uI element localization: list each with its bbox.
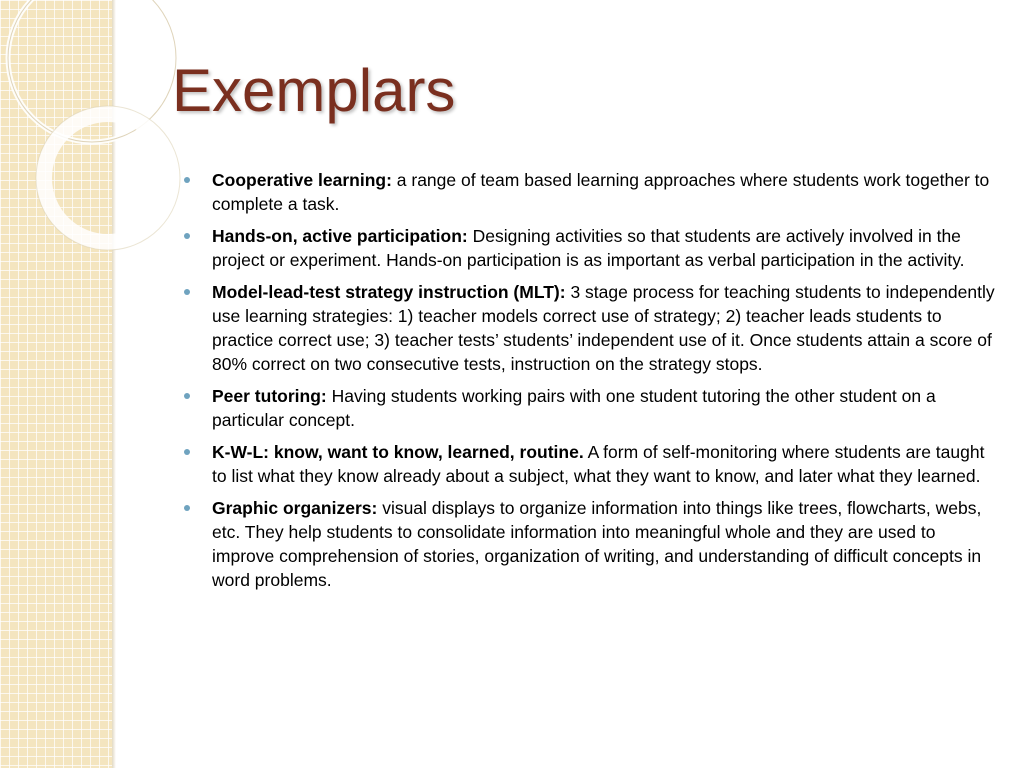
decorative-side-panel: [0, 0, 112, 768]
item-text: visual displays to organize information into things like trees, flowcharts, webs, etc. They help students to consolidate information into meaningful whole and they are used to improve comprehension of stories, organization of writing, and understanding of difficult concepts in word problems.: [212, 498, 982, 590]
list-item: [180, 496, 995, 592]
item-term: Model-lead-test strategy instruction (MLT):: [212, 282, 566, 302]
bullet-dot-icon: [184, 233, 190, 239]
slide-title: Exemplars: [172, 57, 456, 124]
item-term: Peer tutoring:: [212, 386, 327, 406]
item-text: 3 stage process for teaching students to independently use learning strategies: 1) teacher models correct use of strategy; 2) teacher leads students to practice correct use; 3) teacher tests’ students’ independent use of it. Once students attain a score of 80% correct on two consecutive tests, instruction on the strategy stops.: [212, 282, 995, 374]
list-item: [180, 440, 995, 488]
list-item: [180, 280, 995, 376]
bullet-dot-icon: [184, 177, 190, 183]
bullet-dot-icon: [184, 449, 190, 455]
item-text: a range of team based learning approaches where students work together to complete a task.: [212, 170, 990, 214]
item-text: A form of self-monitoring where students are taught to list what they know already about a subject, what they want to know, and later what they learned.: [212, 442, 985, 486]
bullet-dot-icon: [184, 289, 190, 295]
list-item: [180, 384, 995, 432]
side-panel-edge: [112, 0, 116, 768]
bullet-dot-icon: [184, 505, 190, 511]
item-term: K-W-L: know, want to know, learned, routine.: [212, 442, 584, 462]
item-term: Hands-on, active participation:: [212, 226, 468, 246]
bullet-dot-icon: [184, 393, 190, 399]
item-term: Cooperative learning:: [212, 170, 392, 190]
item-term: Graphic organizers:: [212, 498, 378, 518]
bullet-list: [180, 168, 995, 600]
item-text: Designing activities so that students are actively involved in the project or experiment. Hands-on participation is as important as verbal participation in the activity.: [212, 226, 965, 270]
item-text: Having students working pairs with one student tutoring the other student on a particular concept.: [212, 386, 936, 430]
list-item: [180, 168, 995, 216]
list-item: [180, 224, 995, 272]
